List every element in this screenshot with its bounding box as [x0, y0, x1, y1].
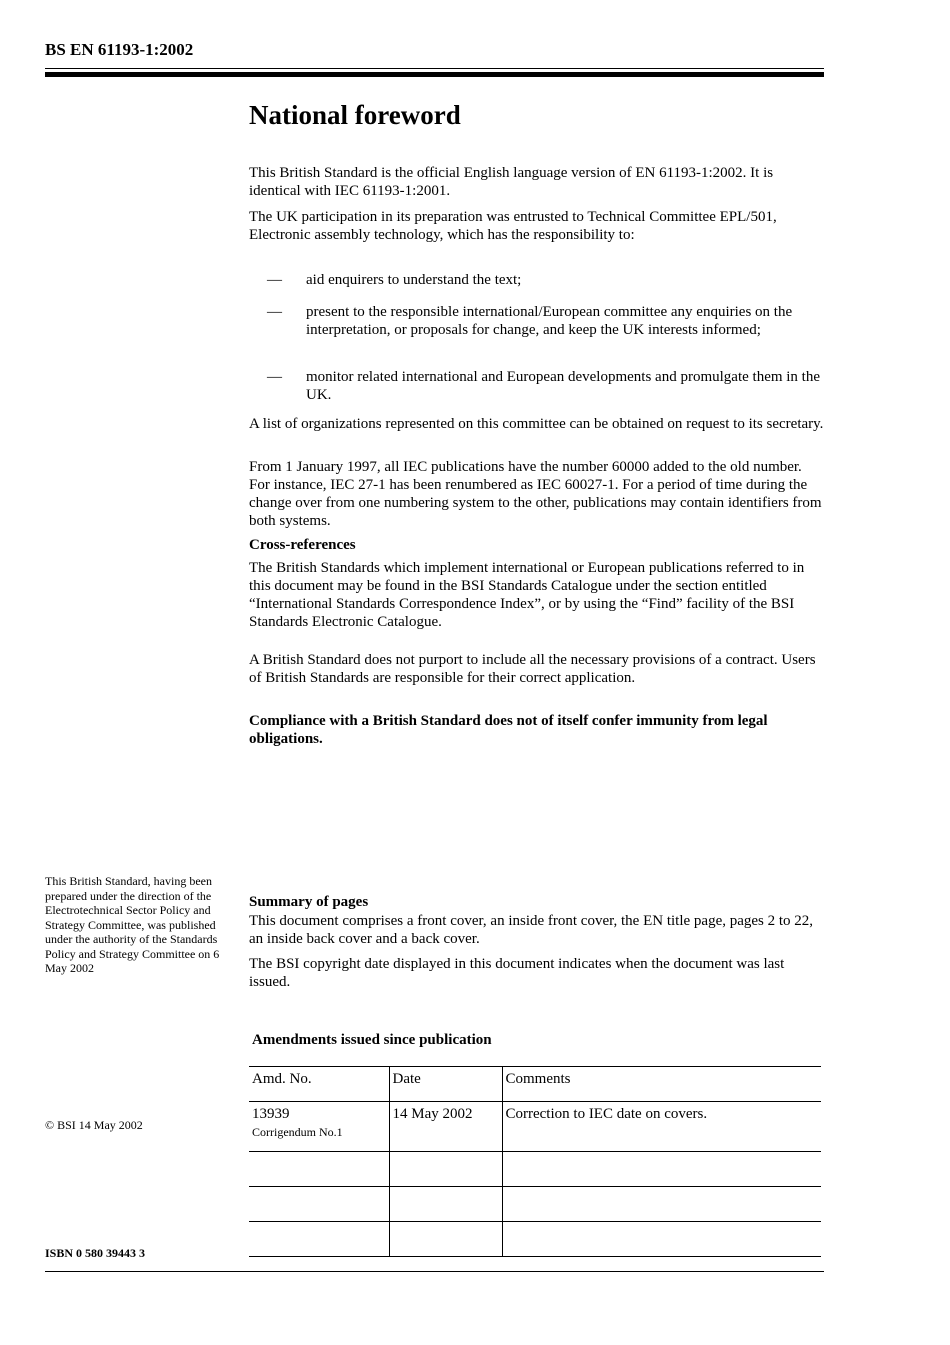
paragraph-text: This British Standard is the official English language version of EN 61193-1:2002. It is identical with IEC 61193-1:2001.	[249, 165, 774, 199]
corrigendum-note: Corrigendum No.1	[252, 1125, 343, 1139]
comments-cell: Correction to IEC date on covers.	[502, 1102, 821, 1152]
paragraph-text: The BSI copyright date displayed in this document indicates when the document was last issued.	[249, 956, 785, 990]
summary-paragraph	[249, 912, 824, 948]
page-title: National foreword	[249, 100, 461, 130]
copyright-notice: © BSI 14 May 2002	[45, 1118, 143, 1132]
table-row	[249, 1102, 821, 1152]
bullet-text: present to the responsible international/European committee any enquiries on the interpretation, or proposals for change, and keep the UK interests informed;	[306, 304, 793, 338]
copyright-date-paragraph	[249, 955, 824, 991]
paragraph-text: The UK participation in its preparation was entrusted to Technical Committee EPL/501, Electronic assembly technology, which has the responsibility to:	[249, 209, 777, 243]
paragraph-uk-participation	[249, 208, 824, 244]
paragraph-text: From 1 January 1997, all IEC publications have the number 60000 added to the old number. For instance, IEC 27-1 has been renumbered as IEC 60027-1. For a period of time during the change over from one numbering system to the other, publications may contain identifiers from both systems.	[249, 459, 822, 529]
table-row-empty	[249, 1152, 821, 1187]
paragraph-numbering	[249, 458, 824, 530]
compliance-statement: Compliance with a British Standard does not of itself confer immunity from legal obligations.	[249, 713, 768, 747]
paragraph-committee-list	[249, 415, 824, 433]
paragraph-text: A British Standard does not purport to include all the necessary provisions of a contract. Users of British Standards are responsible for their correct application.	[249, 652, 816, 686]
document-id: BS EN 61193-1:2002	[45, 40, 194, 59]
paragraph-text: The British Standards which implement international or European publications referred to in this document may be found in the BSI Standards Catalogue under the section entitled “International Standards Correspondence Index”, or by using the “Find” facility of the BSI Standards Electronic Catalogue.	[249, 560, 805, 630]
header-rule-thick	[45, 72, 824, 77]
bullet-dash: —	[267, 369, 282, 385]
amendments-heading: Amendments issued since publication	[252, 1032, 492, 1048]
side-note: This British Standard, having been prepared under the direction of the Electrotechnical Sector Policy and Strategy Committee, was published under the authority of the Standards Policy and Strategy Committee on 6 May 2002	[45, 874, 220, 975]
column-header: Comments	[502, 1067, 821, 1102]
isbn: ISBN 0 580 39443 3	[45, 1246, 146, 1260]
date-cell: 14 May 2002	[389, 1102, 502, 1152]
footer-rule	[45, 1271, 824, 1272]
paragraph-official-version	[249, 164, 824, 200]
amd-no-cell	[249, 1102, 389, 1152]
paragraph-cross-references	[249, 559, 824, 631]
column-header: Amd. No.	[249, 1067, 389, 1102]
table-row-empty	[249, 1187, 821, 1222]
column-header: Date	[389, 1067, 502, 1102]
paragraph-contract	[249, 651, 824, 687]
paragraph-text: A list of organizations represented on this committee can be obtained on request to its secretary.	[249, 416, 824, 432]
table-header-row	[249, 1067, 821, 1102]
bullet-text: monitor related international and European developments and promulgate them in the UK.	[306, 369, 821, 403]
bullet-dash: —	[267, 272, 282, 288]
cross-references-heading: Cross-references	[249, 537, 356, 553]
paragraph-text: This document comprises a front cover, an inside front cover, the EN title page, pages 2 to 22, an inside back cover and a back cover.	[249, 913, 814, 947]
summary-heading: Summary of pages	[249, 894, 369, 910]
bullet-dash: —	[267, 304, 282, 320]
bullet-text: aid enquirers to understand the text;	[306, 272, 522, 288]
amd-no: 13939	[252, 1106, 290, 1122]
table-row-empty	[249, 1222, 821, 1257]
amendments-table	[249, 1066, 821, 1257]
header-rule-thin	[45, 68, 824, 69]
